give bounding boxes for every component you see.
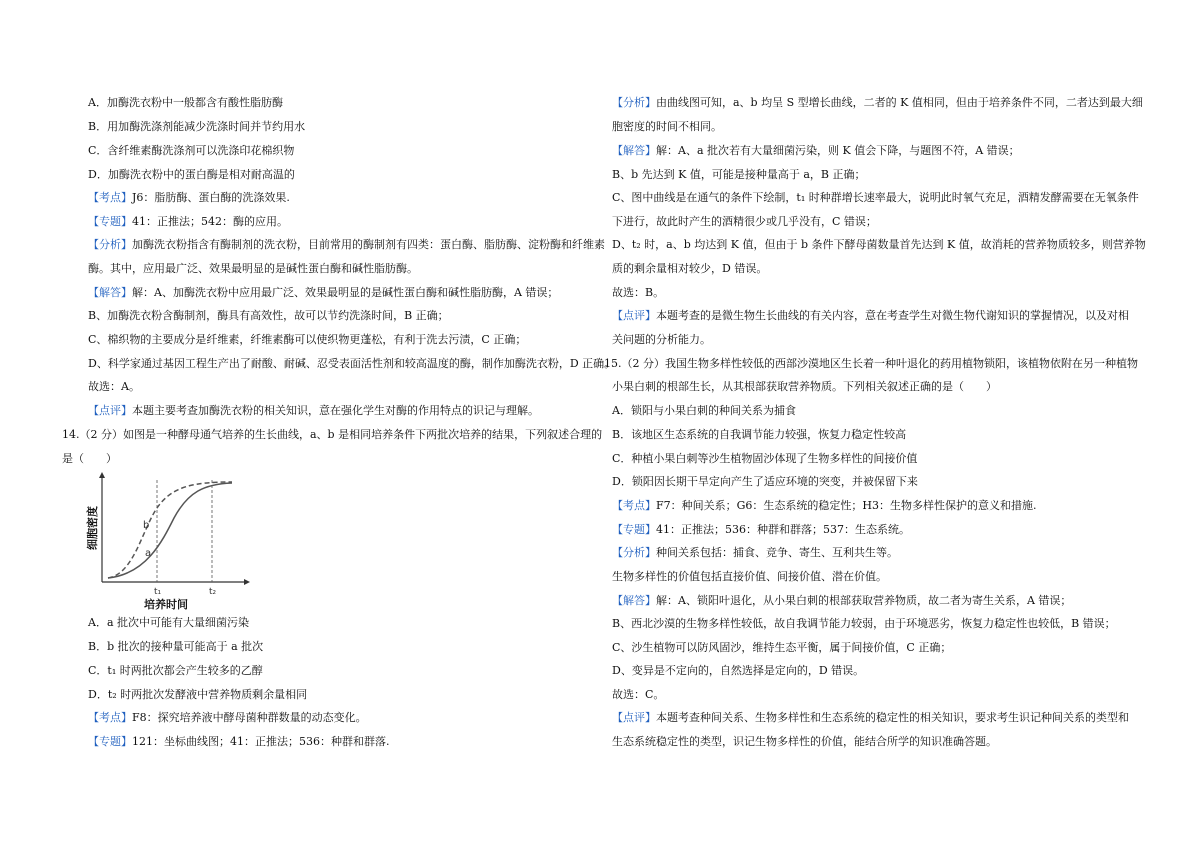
q13-jieda-line4: D、科学家通过基因工程生产出了耐酸、耐碱、忍受表面活性剂和较高温度的酶，制作加酶洗衣粉，D 正确。 bbox=[88, 357, 616, 370]
kaodian-text: F8：探究培养液中酵母菌种群数量的动态变化。 bbox=[132, 711, 367, 724]
curve-a-label: a bbox=[145, 548, 152, 559]
q15-dianping bbox=[612, 711, 1129, 725]
q14-option-c: C．t₁ 时两批次都会产生较多的乙醇 bbox=[88, 664, 263, 677]
q14-stem-line2: 是（ ） bbox=[62, 452, 117, 465]
t2-tick-label: t₂ bbox=[209, 587, 217, 597]
q14-jieda bbox=[612, 144, 1020, 158]
jieda-text: 解：A、锁阳叶退化，从小果白刺的根部获取营养物质，故二者为寄生关系，A 错误； bbox=[656, 594, 1072, 607]
q14-jieda-line3: C、图中曲线是在通气的条件下绘制，t₁ 时种群增长速率最大，说明此时氧气充足，酒精发酵需要在无氧条件 bbox=[612, 191, 1139, 204]
jieda-text: 解：A、加酶洗衣粉中应用最广泛、效果最明显的是碱性蛋白酶和碱性脂肪酶，A 错误； bbox=[132, 286, 559, 299]
dianping-tag: 【点评】 bbox=[88, 404, 132, 417]
fenxi-text: 种间关系包括：捕食、竞争、寄生、互利共生等。 bbox=[656, 546, 898, 559]
q14-kaodian bbox=[88, 711, 367, 725]
q13-option-c: C．含纤维素酶洗涤剂可以洗涤印花棉织物 bbox=[88, 144, 295, 157]
q15-option-d: D．锁阳因长期干旱定向产生了适应环境的突变，并被保留下来 bbox=[612, 475, 918, 488]
growth-curve-figure bbox=[84, 470, 264, 620]
q14-option-d: D．t₂ 时两批次发酵液中营养物质剩余量相同 bbox=[88, 688, 308, 701]
kaodian-tag: 【考点】 bbox=[88, 191, 132, 204]
jieda-tag: 【解答】 bbox=[612, 594, 656, 607]
q14-option-a: A．a 批次中可能有大量细菌污染 bbox=[88, 616, 249, 629]
dianping-text: 本题主要考查加酶洗衣粉的相关知识，意在强化学生对酶的作用特点的识记与理解。 bbox=[132, 404, 539, 417]
jieda-tag: 【解答】 bbox=[612, 144, 656, 157]
q14-jieda-line5: D、t₂ 时，a、b 均达到 K 值，但由于 b 条件下酵母菌数量首先达到 K 值，故消耗的营养物质较多，则营养物 bbox=[612, 238, 1146, 251]
jieda-tag: 【解答】 bbox=[88, 286, 132, 299]
x-axis-arrow bbox=[244, 579, 250, 585]
kaodian-tag: 【考点】 bbox=[88, 711, 132, 724]
q13-jieda-line3: C、棉织物的主要成分是纤维素，纤维素酶可以使织物更蓬松，有利于洗去污渍，C 正确； bbox=[88, 333, 527, 346]
kaodian-text: J6：脂肪酶、蛋白酶的洗涤效果. bbox=[132, 191, 290, 204]
q14-jieda-line4: 下进行，故此时产生的酒精很少或几乎没有，C 错误； bbox=[612, 215, 877, 228]
q15-option-b: B．该地区生态系统的自我调节能力较强，恢复力稳定性较高 bbox=[612, 428, 907, 441]
q15-jieda-line3: C、沙生植物可以防风固沙，维持生态平衡，属于间接价值，C 正确； bbox=[612, 641, 952, 654]
fenxi-tag: 【分析】 bbox=[88, 238, 132, 251]
kaodian-text: F7：种间关系；G6：生态系统的稳定性；H3：生物多样性保护的意义和措施. bbox=[656, 499, 1037, 512]
dianping-tag: 【点评】 bbox=[612, 711, 656, 724]
y-axis-arrow bbox=[99, 472, 105, 478]
dianping-text: 本题考查的是微生物生长曲线的有关内容，意在考查学生对微生物代谢知识的掌握情况，以及对相 bbox=[656, 309, 1129, 322]
q13-jieda-line2: B、加酶洗衣粉含酶制剂，酶具有高效性，故可以节约洗涤时间，B 正确； bbox=[88, 309, 449, 322]
y-axis-label: 细胞密度 bbox=[86, 506, 99, 550]
q14-zhuanti bbox=[88, 735, 389, 749]
q15-stem-line2: 小果白刺的根部生长，从其根部获取营养物质。下列相关叙述正确的是（ ） bbox=[612, 380, 997, 393]
q14-jieda-line6: 质的剩余量相对较少，D 错误。 bbox=[612, 262, 768, 275]
zhuanti-tag: 【专题】 bbox=[88, 215, 132, 228]
q14-fenxi-line2: 胞密度的时间不相同。 bbox=[612, 120, 722, 133]
zhuanti-tag: 【专题】 bbox=[612, 523, 656, 536]
q13-fenxi bbox=[88, 238, 605, 252]
q13-zhuanti bbox=[88, 215, 288, 229]
q13-dianping bbox=[88, 404, 539, 418]
q15-dianping-line2: 生态系统稳定性的类型，识记生物多样性的价值，能结合所学的知识准确答题。 bbox=[612, 735, 997, 748]
zhuanti-text: 41：正推法；542：酶的应用。 bbox=[132, 215, 288, 228]
zhuanti-text: 121：坐标曲线图；41：正推法；536：种群和群落. bbox=[132, 735, 390, 748]
q15-option-a: A．锁阳与小果白刺的种间关系为捕食 bbox=[612, 404, 796, 417]
q14-dianping-line2: 关问题的分析能力。 bbox=[612, 333, 711, 346]
q14-jieda-line2: B、b 先达到 K 值，可能是接种量高于 a，B 正确； bbox=[612, 168, 866, 181]
q15-fenxi bbox=[612, 546, 898, 560]
curve-b bbox=[108, 482, 232, 578]
q15-option-c: C．种植小果白刺等沙生植物固沙体现了生物多样性的间接价值 bbox=[612, 452, 918, 465]
q14-option-b: B．b 批次的接种量可能高于 a 批次 bbox=[88, 640, 264, 653]
zhuanti-text: 41：正推法；536：种群和群落；537：生态系统。 bbox=[656, 523, 910, 536]
fenxi-text: 加酶洗衣粉指含有酶制剂的洗衣粉，目前常用的酶制剂有四类：蛋白酶、脂肪酶、淀粉酶和纤维素 bbox=[132, 238, 605, 251]
q15-zhuanti bbox=[612, 523, 910, 537]
fenxi-tag: 【分析】 bbox=[612, 96, 656, 109]
jieda-text: 解：A、a 批次若有大量细菌污染，则 K 值会下降，与题图不符，A 错误； bbox=[656, 144, 1020, 157]
q13-option-d: D．加酶洗衣粉中的蛋白酶是相对耐高温的 bbox=[88, 168, 295, 181]
curve-a bbox=[108, 483, 232, 578]
q15-jieda-line2: B、西北沙漠的生物多样性较低，故自我调节能力较弱，由于环境恶劣，恢复力稳定性也较低，B 错误； bbox=[612, 617, 1116, 630]
q15-jieda-line5: 故选：C。 bbox=[612, 688, 665, 701]
q15-kaodian bbox=[612, 499, 1037, 513]
dianping-text: 本题考查种间关系、生物多样性和生态系统的稳定性的相关知识，要求考生识记种间关系的类型和 bbox=[656, 711, 1129, 724]
q13-fenxi-line2: 酶。其中，应用最广泛、效果最明显的是碱性蛋白酶和碱性脂肪酶。 bbox=[88, 262, 418, 275]
q14-fenxi bbox=[612, 96, 1143, 110]
q13-kaodian bbox=[88, 191, 290, 205]
growth-curve-svg bbox=[84, 470, 264, 620]
q13-jieda-line5: 故选：A。 bbox=[88, 380, 140, 393]
q14-jieda-line7: 故选：B。 bbox=[612, 286, 665, 299]
q13-jieda bbox=[88, 286, 558, 300]
t1-tick-label: t₁ bbox=[154, 587, 162, 597]
q13-option-a: A．加酶洗衣粉中一般都含有酸性脂肪酶 bbox=[88, 96, 283, 109]
x-axis-label: 培养时间 bbox=[144, 598, 188, 611]
q14-dianping bbox=[612, 309, 1129, 323]
q14-stem-line1: 14.（2 分）如图是一种酵母通气培养的生长曲线，a、b 是相同培养条件下两批次培养的结果，下列叙述合理的 bbox=[62, 428, 603, 441]
q13-option-b: B．用加酶洗涤剂能减少洗涤时间并节约用水 bbox=[88, 120, 306, 133]
kaodian-tag: 【考点】 bbox=[612, 499, 656, 512]
q15-stem-line1: 15.（2 分）我国生物多样性较低的西部沙漠地区生长着一种叶退化的药用植物锁阳，该植物依附在另一种植物 bbox=[604, 357, 1138, 370]
q15-jieda bbox=[612, 594, 1071, 608]
zhuanti-tag: 【专题】 bbox=[88, 735, 132, 748]
fenxi-tag: 【分析】 bbox=[612, 546, 656, 559]
fenxi-text: 由曲线图可知，a、b 均呈 S 型增长曲线，二者的 K 值相同，但由于培养条件不同，二者达到最大细 bbox=[656, 96, 1143, 109]
q15-fenxi-line2: 生物多样性的价值包括直接价值、间接价值、潜在价值。 bbox=[612, 570, 887, 583]
q15-jieda-line4: D、变异是不定向的，自然选择是定向的，D 错误。 bbox=[612, 664, 865, 677]
dianping-tag: 【点评】 bbox=[612, 309, 656, 322]
curve-b-label: b bbox=[143, 520, 150, 531]
